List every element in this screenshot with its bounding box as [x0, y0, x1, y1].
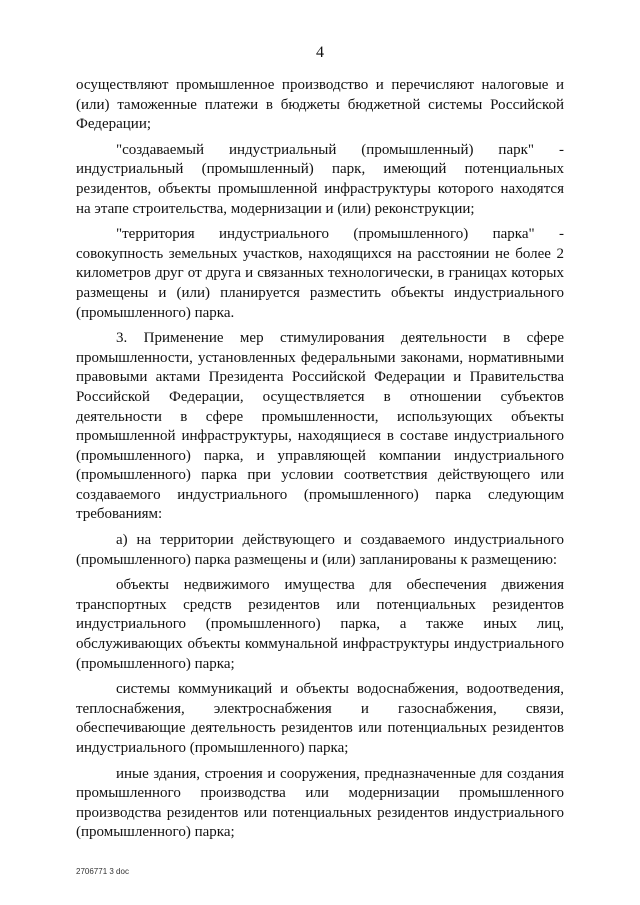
paragraph-2: "создаваемый индустриальный (промышленный) парк" - индустриальный (промышленный) парк, имеющий потенциальных резидентов, объекты промышленной инфраструктуры которого находятся на этапе строительства, модернизации и (или) реконструкции;: [76, 141, 564, 217]
paragraph-5: а) на территории действующего и создаваемого индустриального (промышленного) парка размещены и (или) запланированы к размещению:: [76, 532, 564, 568]
page-number: 4: [316, 44, 324, 61]
body-text: [76, 76, 564, 849]
paragraph-6: объекты недвижимого имущества для обеспечения движения транспортных средств резидентов или потенциальных резидентов индустриального (промышленного) парка, а также иных лиц, обслуживающих объекты коммунальной инфраструктуры индустриального (промышленного) парка;: [76, 577, 564, 672]
footer-code: 2706771 3 doc: [76, 867, 129, 876]
paragraph-4: 3. Применение мер стимулирования деятельности в сфере промышленности, установленных федеральными законами, нормативными правовыми актами Президента Российской Федерации и Правительства Российской Федерации, осуществляется в отношении субъектов деятельности в сфере промышленности, использующих объекты промышленной инфраструктуры, находящиеся в составе индустриального (промышленного) парка, и управляющей компании индустриального (промышленного) парка при условии соответствия действующего или создаваемого индустриального (промышленного) парка следующим требованиям:: [76, 330, 564, 523]
paragraph-7: системы коммуникаций и объекты водоснабжения, водоотведения, теплоснабжения, электроснабжения и газоснабжения, связи, обеспечивающие деятельность резидентов или потенциальных резидентов индустриального (промышленного) парка;: [76, 681, 564, 756]
paragraph-1: осуществляют промышленное производство и перечисляют налоговые и (или) таможенные платежи в бюджеты бюджетной системы Российской Федерации;: [76, 77, 564, 133]
paragraph-3: "территория индустриального (промышленного) парка" - совокупность земельных участков, находящихся на расстоянии не более 2 километров друг от друга и связанных технологически, в границах которых размещены и (или) планируется разместить объекты индустриального (промышленного) парка.: [76, 226, 564, 321]
paragraph-8: иные здания, строения и сооружения, предназначенные для создания промышленного производства или модернизации промышленного производства резидентов или потенциальных резидентов индустриального (промышленного) парка;: [76, 765, 564, 841]
